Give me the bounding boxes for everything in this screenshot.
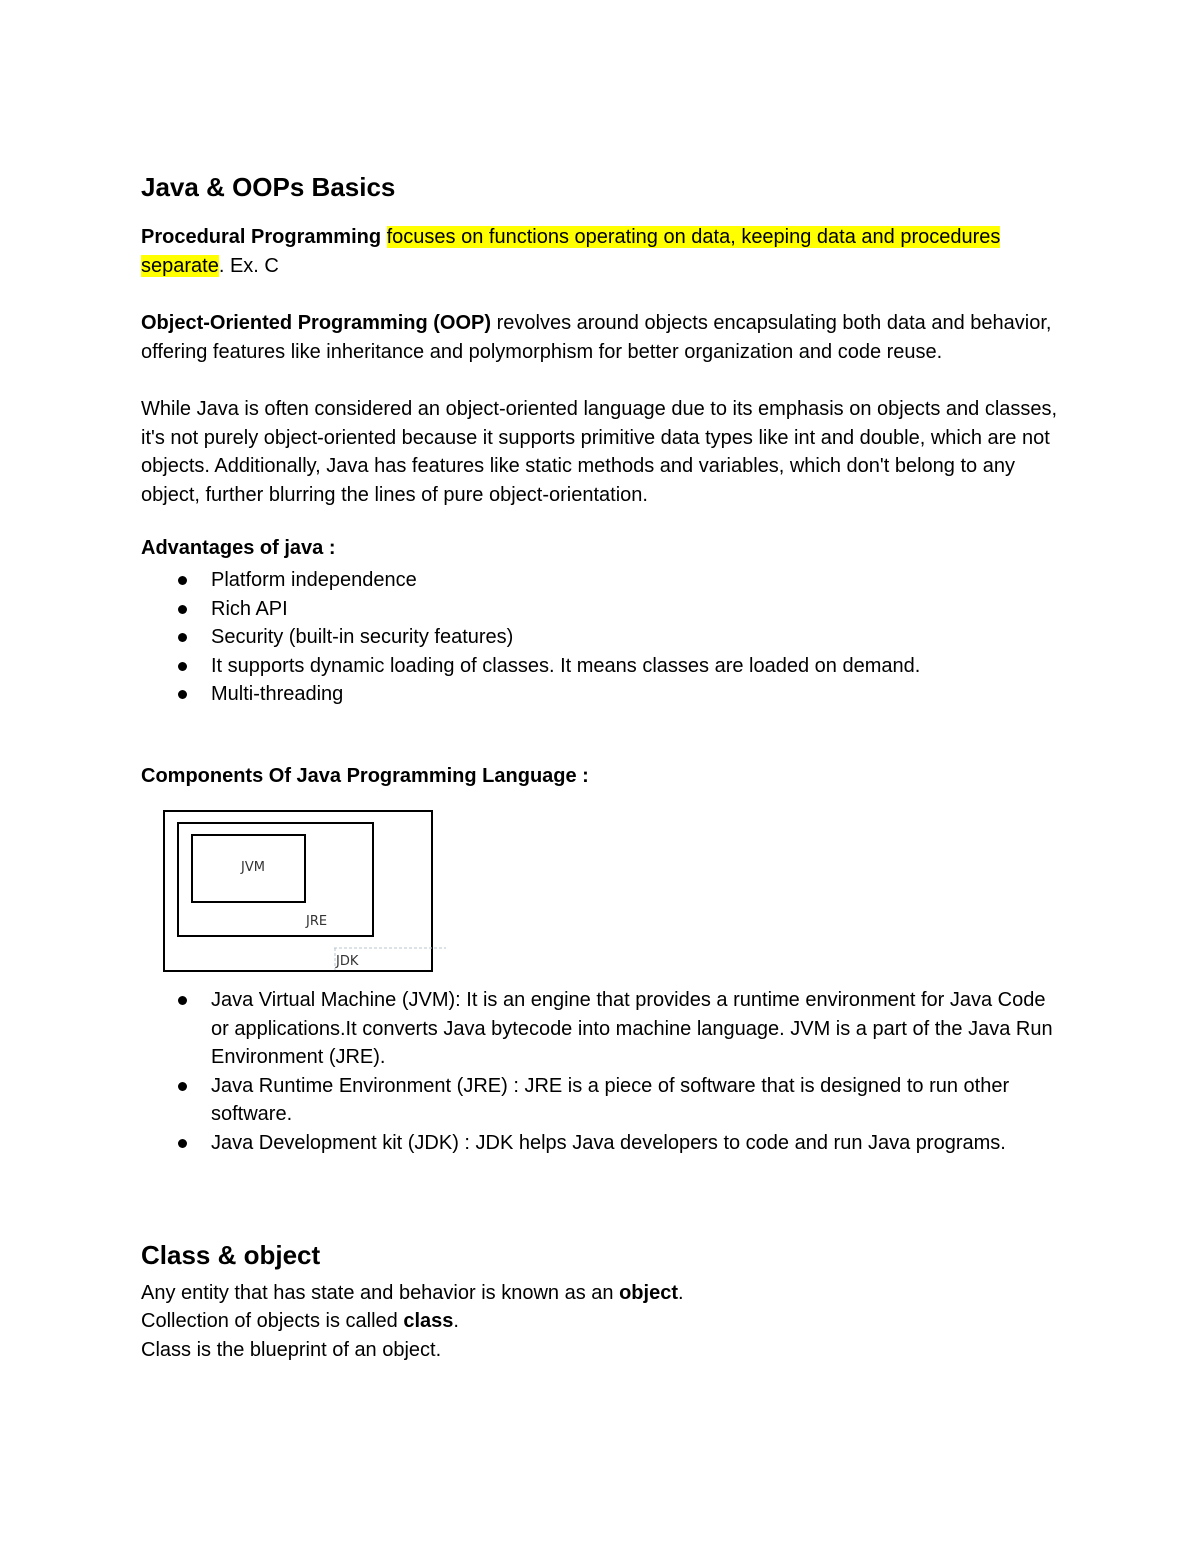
list-item [141,1072,1061,1129]
list-item [141,986,1061,1072]
jdk-jre-jvm-diagram [161,808,451,976]
procedural-term: Procedural Programming [141,226,382,248]
list-item [141,566,1061,595]
bullet-icon [178,1082,187,1091]
bullet-icon [178,690,187,699]
object-definition-end: . [677,1282,684,1304]
class-definition [141,1307,459,1336]
bullet-icon [178,662,187,671]
list-item-text: Security (built-in security features) [211,626,514,649]
class-definition-text: Collection of objects is called [141,1310,404,1332]
list-item [141,1129,1061,1158]
procedural-tail: . Ex. C [218,254,279,277]
java-paragraph: While Java is often considered an object-oriented language due to its emphasis on objects and classes, it's not purely object-oriented because it supports primitive data types like int and double, which are not objects. Additionally, Java has features like static methods and variables, which don't belong to any object, further blurring the lines of pure object-orientation. [141,398,1058,506]
list-item [141,680,1061,709]
list-item-text: Java Development kit (JDK) : JDK helps Java developers to code and run Java programs. [211,1131,1006,1154]
list-item [141,595,1061,624]
procedural-paragraph [141,223,1041,280]
class-object-heading: Class & object [141,1240,321,1270]
advantages-heading: Advantages of java : [141,537,336,559]
list-item-text: Rich API [211,597,288,620]
components-list [141,986,1061,1158]
list-item [141,623,1061,652]
class-term: class [403,1310,454,1332]
list-item-text: Multi-threading [211,683,344,706]
list-item [141,652,1061,681]
list-item-text: Java Runtime Environment (JRE) : JRE is a piece of software that is designed to run other software. [211,1074,1010,1126]
components-heading: Components Of Java Programming Language : [141,765,589,787]
document-title: Java & OOPs Basics [141,172,396,202]
bullet-icon [178,1139,187,1148]
list-item-text: It supports dynamic loading of classes. It means classes are loaded on demand. [211,654,921,677]
class-blueprint-line: Class is the blueprint of an object. [141,1339,442,1361]
list-item-text: Platform independence [211,569,417,591]
jre-box [178,823,373,936]
list-item-text: Java Virtual Machine (JVM): It is an engine that provides a runtime environment for Java Code or applications.It converts Java bytecode into machine language. JVM is a part of the Java Run Environment (JRE). [211,989,1053,1069]
object-term: object [619,1282,678,1304]
procedural-highlight: focuses on functions operating on data, keeping data and procedures separate [141,226,1001,277]
oop-term: Object-Oriented Programming (OOP) [141,312,492,334]
jvm-label: JVM [241,860,265,875]
jre-label: JRE [306,914,328,929]
object-definition [141,1279,684,1308]
bullet-icon [178,605,187,614]
bullet-icon [178,996,187,1005]
oop-rest: revolves around objects encapsulating both data and behavior, offering features like inheritance and polymorphism for better organization and code reuse. [141,312,1052,363]
bullet-icon [178,576,187,585]
class-definition-end: . [453,1310,459,1332]
object-definition-text: Any entity that has state and behavior is known as an [141,1282,620,1304]
advantages-list [141,566,1061,709]
jdk-label: JDK [336,954,359,969]
oop-paragraph [141,309,1061,366]
bullet-icon [178,633,187,642]
